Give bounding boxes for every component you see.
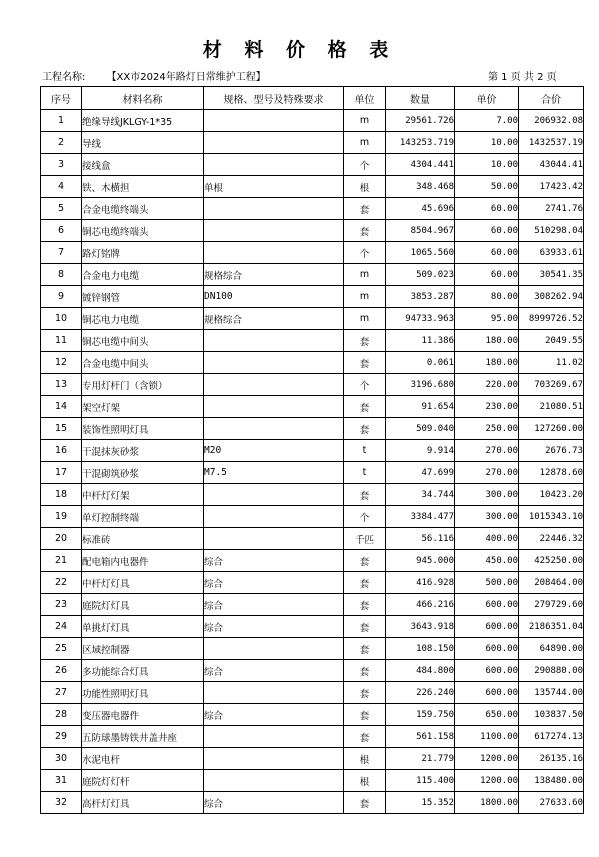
unit: 个	[344, 374, 386, 396]
material-spec	[204, 638, 344, 660]
row-number: 22	[41, 572, 82, 594]
total-price: 8999726.52	[519, 308, 584, 330]
unit-price: 7.00	[455, 110, 519, 132]
table-row	[41, 176, 584, 198]
material-name: 镀锌钢管	[82, 286, 204, 308]
unit-price: 220.00	[455, 374, 519, 396]
material-name: 区域控制器	[82, 638, 204, 660]
quantity: 484.800	[386, 660, 455, 682]
total-price: 21080.51	[519, 396, 584, 418]
unit-price: 450.00	[455, 550, 519, 572]
total-price: 2186351.04	[519, 616, 584, 638]
material-spec	[204, 748, 344, 770]
column-header: 单价	[455, 87, 519, 110]
unit: 套	[344, 330, 386, 352]
table-row	[41, 528, 584, 550]
unit-price: 1100.00	[455, 726, 519, 748]
total-price: 1015343.10	[519, 506, 584, 528]
total-price: 510298.04	[519, 220, 584, 242]
material-name: 合金电缆终端头	[82, 198, 204, 220]
table-row	[41, 726, 584, 748]
quantity: 94733.963	[386, 308, 455, 330]
unit-price: 60.00	[455, 198, 519, 220]
unit: 套	[344, 220, 386, 242]
row-number: 23	[41, 594, 82, 616]
quantity: 34.744	[386, 484, 455, 506]
material-price-table	[40, 86, 584, 814]
quantity: 3384.477	[386, 506, 455, 528]
unit: 根	[344, 770, 386, 792]
row-number: 7	[41, 242, 82, 264]
total-price: 2049.55	[519, 330, 584, 352]
material-spec	[204, 726, 344, 748]
unit-price: 600.00	[455, 616, 519, 638]
total-price: 290880.00	[519, 660, 584, 682]
unit: 套	[344, 572, 386, 594]
material-spec	[204, 132, 344, 154]
quantity: 945.000	[386, 550, 455, 572]
unit-price: 650.00	[455, 704, 519, 726]
table-row	[41, 748, 584, 770]
unit: 套	[344, 352, 386, 374]
unit-price: 1200.00	[455, 748, 519, 770]
unit-price: 60.00	[455, 242, 519, 264]
unit-price: 300.00	[455, 484, 519, 506]
material-name: 变压器电器件	[82, 704, 204, 726]
material-name: 接线盒	[82, 154, 204, 176]
row-number: 14	[41, 396, 82, 418]
material-name: 功能性照明灯具	[82, 682, 204, 704]
total-price: 2676.73	[519, 440, 584, 462]
unit-price: 300.00	[455, 506, 519, 528]
unit: 套	[344, 726, 386, 748]
row-number: 8	[41, 264, 82, 286]
table-row	[41, 308, 584, 330]
column-header: 规格、型号及特殊要求	[204, 87, 344, 110]
unit-price: 600.00	[455, 594, 519, 616]
unit-price: 230.00	[455, 396, 519, 418]
row-number: 24	[41, 616, 82, 638]
material-spec	[204, 528, 344, 550]
unit: m	[344, 286, 386, 308]
material-spec: M20	[204, 440, 344, 462]
unit: 个	[344, 242, 386, 264]
row-number: 11	[41, 330, 82, 352]
total-price: 30541.35	[519, 264, 584, 286]
table-row	[41, 660, 584, 682]
material-name: 五防球墨铸铁井盖井座	[82, 726, 204, 748]
table-row	[41, 440, 584, 462]
material-spec	[204, 506, 344, 528]
material-spec: M7.5	[204, 462, 344, 484]
unit: 千匹	[344, 528, 386, 550]
material-spec	[204, 220, 344, 242]
column-header: 序号	[41, 87, 82, 110]
quantity: 509.040	[386, 418, 455, 440]
row-number: 30	[41, 748, 82, 770]
row-number: 32	[41, 792, 82, 814]
unit-price: 180.00	[455, 352, 519, 374]
material-spec	[204, 330, 344, 352]
unit: 套	[344, 550, 386, 572]
row-number: 5	[41, 198, 82, 220]
unit-price: 600.00	[455, 682, 519, 704]
quantity: 348.468	[386, 176, 455, 198]
unit: m	[344, 308, 386, 330]
material-spec	[204, 154, 344, 176]
row-number: 27	[41, 682, 82, 704]
unit-price: 400.00	[455, 528, 519, 550]
material-name: 干混抹灰砂浆	[82, 440, 204, 462]
column-header: 数量	[386, 87, 455, 110]
quantity: 3643.918	[386, 616, 455, 638]
material-name: 合金电缆中间头	[82, 352, 204, 374]
material-spec: 综合	[204, 616, 344, 638]
row-number: 1	[41, 110, 82, 132]
unit: 套	[344, 704, 386, 726]
row-number: 21	[41, 550, 82, 572]
quantity: 108.150	[386, 638, 455, 660]
table-row	[41, 264, 584, 286]
unit: 套	[344, 484, 386, 506]
row-number: 15	[41, 418, 82, 440]
total-price: 279729.60	[519, 594, 584, 616]
quantity: 416.928	[386, 572, 455, 594]
material-spec: 综合	[204, 704, 344, 726]
quantity: 15.352	[386, 792, 455, 814]
material-spec: 综合	[204, 572, 344, 594]
quantity: 8504.967	[386, 220, 455, 242]
table-row	[41, 462, 584, 484]
total-price: 26135.16	[519, 748, 584, 770]
row-number: 12	[41, 352, 82, 374]
unit: t	[344, 462, 386, 484]
unit: 套	[344, 594, 386, 616]
material-name: 路灯铭牌	[82, 242, 204, 264]
unit: m	[344, 132, 386, 154]
unit-price: 270.00	[455, 440, 519, 462]
project-name: 【XX市2024年路灯日常维护工程】	[106, 72, 266, 83]
material-spec	[204, 374, 344, 396]
table-row	[41, 770, 584, 792]
table-row	[41, 286, 584, 308]
material-name: 架空灯架	[82, 396, 204, 418]
material-spec: DN100	[204, 286, 344, 308]
total-price: 17423.42	[519, 176, 584, 198]
unit: 套	[344, 682, 386, 704]
total-price: 10423.20	[519, 484, 584, 506]
table-row	[41, 484, 584, 506]
total-price: 135744.00	[519, 682, 584, 704]
material-spec: 规格综合	[204, 308, 344, 330]
unit-price: 600.00	[455, 638, 519, 660]
table-row	[41, 374, 584, 396]
row-number: 2	[41, 132, 82, 154]
material-name: 配电箱内电器件	[82, 550, 204, 572]
material-name: 单挑灯灯具	[82, 616, 204, 638]
material-spec	[204, 484, 344, 506]
material-name: 铜芯电缆中间头	[82, 330, 204, 352]
quantity: 143253.719	[386, 132, 455, 154]
total-price: 617274.13	[519, 726, 584, 748]
table-row	[41, 330, 584, 352]
material-name: 中杆灯灯具	[82, 572, 204, 594]
table-row	[41, 594, 584, 616]
table-row	[41, 550, 584, 572]
material-spec: 单根	[204, 176, 344, 198]
row-number: 20	[41, 528, 82, 550]
unit: 套	[344, 396, 386, 418]
material-spec	[204, 110, 344, 132]
row-number: 3	[41, 154, 82, 176]
table-row	[41, 352, 584, 374]
row-number: 4	[41, 176, 82, 198]
row-number: 16	[41, 440, 82, 462]
table-row	[41, 572, 584, 594]
unit-price: 270.00	[455, 462, 519, 484]
material-name: 干混砌筑砂浆	[82, 462, 204, 484]
total-price: 2741.76	[519, 198, 584, 220]
table-row	[41, 616, 584, 638]
quantity: 47.699	[386, 462, 455, 484]
material-spec	[204, 682, 344, 704]
unit-price: 10.00	[455, 154, 519, 176]
quantity: 1065.560	[386, 242, 455, 264]
table-row	[41, 704, 584, 726]
unit-price: 60.00	[455, 220, 519, 242]
total-price: 1432537.19	[519, 132, 584, 154]
table-row	[41, 220, 584, 242]
unit-price: 250.00	[455, 418, 519, 440]
unit-price: 1200.00	[455, 770, 519, 792]
unit: 套	[344, 616, 386, 638]
quantity: 561.158	[386, 726, 455, 748]
unit-price: 600.00	[455, 660, 519, 682]
material-name: 高杆灯灯具	[82, 792, 204, 814]
unit: 套	[344, 418, 386, 440]
material-spec: 综合	[204, 660, 344, 682]
unit: 根	[344, 748, 386, 770]
material-name: 装饰性照明灯具	[82, 418, 204, 440]
table-row	[41, 132, 584, 154]
material-name: 专用灯杆门（含锁）	[82, 374, 204, 396]
material-name: 多功能综合灯具	[82, 660, 204, 682]
row-number: 10	[41, 308, 82, 330]
table-row	[41, 506, 584, 528]
row-number: 31	[41, 770, 82, 792]
quantity: 115.400	[386, 770, 455, 792]
material-spec	[204, 242, 344, 264]
unit: 个	[344, 506, 386, 528]
material-spec	[204, 418, 344, 440]
material-name: 导线	[82, 132, 204, 154]
column-header: 材料名称	[82, 87, 204, 110]
material-spec: 综合	[204, 594, 344, 616]
quantity: 159.750	[386, 704, 455, 726]
unit: 套	[344, 638, 386, 660]
material-spec	[204, 770, 344, 792]
unit: 个	[344, 154, 386, 176]
unit-price: 80.00	[455, 286, 519, 308]
quantity: 56.116	[386, 528, 455, 550]
table-row	[41, 638, 584, 660]
unit: 套	[344, 198, 386, 220]
quantity: 4304.441	[386, 154, 455, 176]
row-number: 29	[41, 726, 82, 748]
material-name: 绝缘导线JKLGY-1*35	[82, 110, 204, 132]
material-spec	[204, 198, 344, 220]
unit: 根	[344, 176, 386, 198]
project-info	[42, 68, 266, 83]
material-name: 庭院灯灯杆	[82, 770, 204, 792]
unit-price: 95.00	[455, 308, 519, 330]
total-price: 127260.00	[519, 418, 584, 440]
unit: 套	[344, 660, 386, 682]
row-number: 9	[41, 286, 82, 308]
unit: t	[344, 440, 386, 462]
row-number: 17	[41, 462, 82, 484]
material-name: 铜芯电力电缆	[82, 308, 204, 330]
quantity: 11.386	[386, 330, 455, 352]
unit-price: 180.00	[455, 330, 519, 352]
quantity: 91.654	[386, 396, 455, 418]
total-price: 703269.67	[519, 374, 584, 396]
table-row	[41, 242, 584, 264]
material-name: 水泥电杆	[82, 748, 204, 770]
row-number: 6	[41, 220, 82, 242]
page-title: 材 料 价 格 表	[202, 39, 397, 61]
total-price: 12878.60	[519, 462, 584, 484]
total-price: 308262.94	[519, 286, 584, 308]
material-name: 合金电力电缆	[82, 264, 204, 286]
material-name: 单灯控制终端	[82, 506, 204, 528]
quantity: 9.914	[386, 440, 455, 462]
total-price: 206932.08	[519, 110, 584, 132]
quantity: 29561.726	[386, 110, 455, 132]
material-spec: 综合	[204, 550, 344, 572]
unit-price: 60.00	[455, 264, 519, 286]
total-price: 63933.61	[519, 242, 584, 264]
table-row	[41, 396, 584, 418]
table-row	[41, 198, 584, 220]
table-row	[41, 154, 584, 176]
quantity: 21.779	[386, 748, 455, 770]
quantity: 226.240	[386, 682, 455, 704]
quantity: 3853.287	[386, 286, 455, 308]
total-price: 43044.41	[519, 154, 584, 176]
column-header: 单位	[344, 87, 386, 110]
unit: m	[344, 264, 386, 286]
table-row	[41, 792, 584, 814]
material-spec	[204, 396, 344, 418]
total-price: 138480.00	[519, 770, 584, 792]
row-number: 25	[41, 638, 82, 660]
table-row	[41, 418, 584, 440]
row-number: 26	[41, 660, 82, 682]
unit: 套	[344, 792, 386, 814]
quantity: 466.216	[386, 594, 455, 616]
unit-price: 10.00	[455, 132, 519, 154]
row-number: 28	[41, 704, 82, 726]
total-price: 425250.00	[519, 550, 584, 572]
row-number: 13	[41, 374, 82, 396]
material-name: 庭院灯灯具	[82, 594, 204, 616]
table-row	[41, 110, 584, 132]
total-price: 103837.50	[519, 704, 584, 726]
material-spec: 规格综合	[204, 264, 344, 286]
row-number: 19	[41, 506, 82, 528]
table-row	[41, 682, 584, 704]
material-spec	[204, 352, 344, 374]
material-name: 中杆灯灯架	[82, 484, 204, 506]
total-price: 64890.00	[519, 638, 584, 660]
unit: m	[344, 110, 386, 132]
total-price: 11.02	[519, 352, 584, 374]
unit-price: 50.00	[455, 176, 519, 198]
project-label: 工程名称:	[42, 72, 86, 83]
unit-price: 1800.00	[455, 792, 519, 814]
material-name: 标准砖	[82, 528, 204, 550]
table-header-row	[41, 87, 584, 110]
page-info: 第 1 页 共 2 页	[488, 72, 557, 83]
row-number: 18	[41, 484, 82, 506]
quantity: 45.696	[386, 198, 455, 220]
quantity: 509.023	[386, 264, 455, 286]
column-header: 合价	[519, 87, 584, 110]
unit-price: 500.00	[455, 572, 519, 594]
material-name: 铁、木横担	[82, 176, 204, 198]
quantity: 3196.680	[386, 374, 455, 396]
material-name: 铜芯电缆终端头	[82, 220, 204, 242]
quantity: 0.061	[386, 352, 455, 374]
total-price: 27633.60	[519, 792, 584, 814]
total-price: 208464.00	[519, 572, 584, 594]
material-spec: 综合	[204, 792, 344, 814]
total-price: 22446.32	[519, 528, 584, 550]
